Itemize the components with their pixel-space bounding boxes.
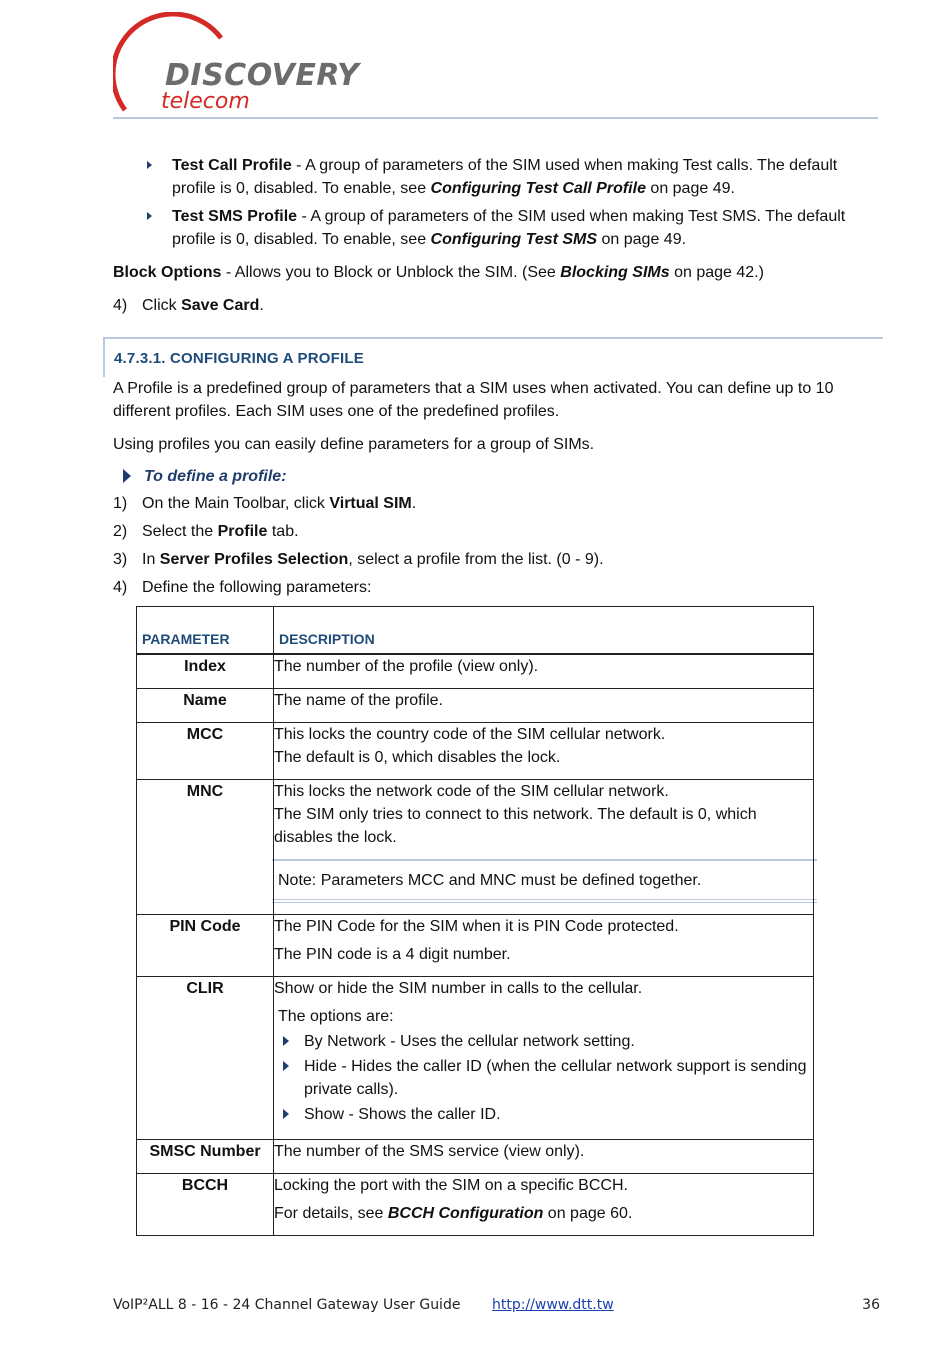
step-number: 4) xyxy=(113,297,128,314)
step-text: Define the following parameters: xyxy=(142,579,372,596)
paragraph-text: - Allows you to Block or Unblock the SIM. (See xyxy=(221,264,561,281)
procedure-arrow-icon xyxy=(123,469,131,483)
param-description xyxy=(274,779,814,914)
option-arrow-icon xyxy=(283,1036,289,1046)
footer-guide-title: VoIP²ALL 8 - 16 - 24 Channel Gateway User Guide xyxy=(113,1297,461,1313)
procedure-step xyxy=(113,520,883,548)
company-logo xyxy=(113,12,373,118)
header-divider xyxy=(113,117,878,119)
description-line: Locking the port with the SIM on a specific BCCH. xyxy=(274,1176,628,1194)
param-name: Name xyxy=(137,688,274,722)
step-number: 4) xyxy=(113,579,128,596)
step-text: In xyxy=(142,551,160,568)
step-number: 3) xyxy=(113,551,128,568)
bullet-term: Test SMS Profile xyxy=(172,208,298,225)
table-row xyxy=(137,914,814,976)
bullet-arrow-icon xyxy=(147,161,152,169)
param-name: Index xyxy=(137,654,274,688)
description-line: Show or hide the SIM number in calls to the cellular. xyxy=(274,979,643,997)
param-description: The number of the SMS service (view only). xyxy=(274,1139,814,1173)
table-row xyxy=(137,722,814,779)
cross-reference[interactable]: BCCH Configuration xyxy=(387,1204,544,1222)
usage-paragraph: Using profiles you can easily define parameters for a group of SIMs. xyxy=(113,436,595,453)
step-ui-label: Profile xyxy=(217,523,268,540)
step-save-card xyxy=(113,294,883,322)
page-number: 36 xyxy=(862,1297,880,1313)
step-text: . xyxy=(411,495,417,512)
step-text: , select a profile from the list. (0 - 9). xyxy=(348,551,604,568)
top-content xyxy=(113,154,883,322)
description-line: The SIM only tries to connect to this network. The default is 0, which disables the lock. xyxy=(274,805,757,846)
step-text: . xyxy=(259,297,264,314)
option-item xyxy=(274,1103,813,1126)
table-row xyxy=(137,779,814,914)
param-description xyxy=(274,1173,814,1235)
block-options-paragraph xyxy=(113,261,883,284)
param-name: CLIR xyxy=(137,976,274,1139)
logo-wordmark: DISCOVERY xyxy=(165,58,360,93)
param-name: PIN Code xyxy=(137,914,274,976)
step-text: Click xyxy=(142,297,182,314)
step-text: On the Main Toolbar, click xyxy=(142,495,330,512)
block-options-term: Block Options xyxy=(113,264,222,281)
description-text: For details, see xyxy=(274,1204,388,1222)
column-header-description: DESCRIPTION xyxy=(274,607,814,655)
step-text: Select the xyxy=(142,523,218,540)
table-row xyxy=(137,688,814,722)
param-name: BCCH xyxy=(137,1173,274,1235)
param-description xyxy=(274,976,814,1139)
step-text: tab. xyxy=(267,523,299,540)
description-line: The options are: xyxy=(278,1007,394,1025)
bullet-test-call-profile xyxy=(113,154,883,200)
param-description: The name of the profile. xyxy=(274,688,814,722)
cross-reference[interactable]: Configuring Test Call Profile xyxy=(430,180,646,197)
table-row xyxy=(137,1139,814,1173)
logo-subword: telecom xyxy=(161,89,250,114)
description-line: This locks the network code of the SIM cellular network. xyxy=(274,782,669,800)
procedure xyxy=(113,465,883,604)
table-row xyxy=(137,654,814,688)
option-text: Show - Shows the caller ID. xyxy=(304,1105,501,1123)
paragraph-text: on page 42.) xyxy=(669,264,764,281)
bullet-test-sms-profile xyxy=(113,205,883,251)
table-row xyxy=(137,1173,814,1235)
option-text: By Network - Uses the cellular network setting. xyxy=(304,1032,635,1050)
bullet-text: on page 49. xyxy=(597,231,687,248)
param-description: The number of the profile (view only). xyxy=(274,654,814,688)
procedure-title-text: To define a profile: xyxy=(144,468,287,485)
step-number: 1) xyxy=(113,495,128,512)
step-ui-label: Save Card xyxy=(181,297,260,314)
bullet-text: - A group of parameters of the SIM used when making Test calls. The default profile is 0, disabled. To enable, see xyxy=(172,157,838,197)
description-line xyxy=(274,1202,813,1225)
table-header-row xyxy=(137,607,814,655)
option-arrow-icon xyxy=(283,1109,289,1119)
description-line: The PIN code is a 4 digit number. xyxy=(274,945,511,963)
section-title: 4.7.3.1. CONFIGURING A PROFILE xyxy=(114,350,364,367)
step-ui-label: Virtual SIM xyxy=(329,495,412,512)
procedure-step xyxy=(113,492,883,520)
option-text: Hide - Hides the caller ID (when the cellular network support is sending private calls). xyxy=(304,1057,807,1098)
bullet-term: Test Call Profile xyxy=(172,157,292,174)
option-item xyxy=(274,1055,813,1101)
note-box: Note: Parameters MCC and MNC must be defined together. xyxy=(272,859,817,903)
section-heading-box xyxy=(103,337,883,377)
intro-paragraph: A Profile is a predefined group of parameters that a SIM uses when activated. You can define up to 10 different profiles. Each SIM uses one of the predefined profiles. xyxy=(113,380,834,420)
cross-reference[interactable]: Blocking SIMs xyxy=(560,264,670,281)
option-item xyxy=(274,1030,813,1053)
footer-url-link[interactable]: http://www.dtt.tw xyxy=(492,1297,614,1313)
param-description xyxy=(274,722,814,779)
param-name: MCC xyxy=(137,722,274,779)
bullet-text: - A group of parameters of the SIM used when making Test SMS. The default profile is 0, disabled. To enable, see xyxy=(172,208,846,248)
procedure-step xyxy=(113,548,883,576)
param-name: SMSC Number xyxy=(137,1139,274,1173)
column-header-parameter: PARAMETER xyxy=(137,607,274,655)
parameters-table xyxy=(136,606,814,1236)
description-text: on page 60. xyxy=(543,1204,633,1222)
param-name: MNC xyxy=(137,779,274,914)
option-arrow-icon xyxy=(283,1061,289,1071)
table-row xyxy=(137,976,814,1139)
procedure-title xyxy=(113,465,883,492)
section-body xyxy=(113,377,883,456)
description-line: The default is 0, which disables the lock. xyxy=(274,748,561,766)
description-line: This locks the country code of the SIM cellular network. xyxy=(274,725,666,743)
bullet-arrow-icon xyxy=(147,212,152,220)
param-description xyxy=(274,914,814,976)
procedure-step xyxy=(113,576,883,604)
bullet-text: on page 49. xyxy=(645,180,735,197)
description-line: The PIN Code for the SIM when it is PIN Code protected. xyxy=(274,917,679,935)
step-ui-label: Server Profiles Selection xyxy=(159,551,349,568)
cross-reference[interactable]: Configuring Test SMS xyxy=(430,231,598,248)
step-number: 2) xyxy=(113,523,128,540)
